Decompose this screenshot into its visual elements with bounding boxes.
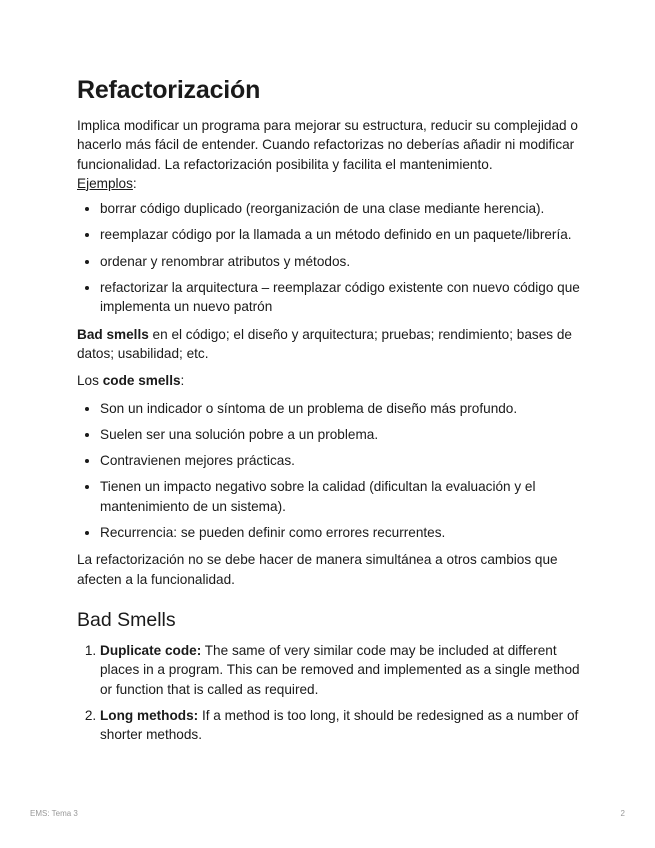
- list-item: • ordenar y renombrar atributos y métodos.: [100, 252, 582, 271]
- code-smells-prefix: Los: [77, 373, 103, 389]
- intro-paragraph: [77, 116, 582, 193]
- page-title: Refactorización: [77, 76, 261, 104]
- examples-label-colon: :: [132, 175, 137, 191]
- bad-smells-text: en el código; el diseño y arquitectura; pruebas; rendimiento; bases de datos; usabilidad; etc.: [77, 326, 572, 361]
- term: Long methods:: [100, 707, 199, 723]
- code-smells-colon: :: [180, 373, 185, 389]
- list-item: [100, 641, 582, 699]
- bad-smells-term: Bad smells: [77, 326, 149, 342]
- list-item: • Contravienen mejores prácticas.: [100, 451, 582, 470]
- footer-left: EMS: Tema 3: [30, 809, 78, 818]
- list-item: • borrar código duplicado (reorganización de una clase mediante herencia).: [100, 199, 582, 218]
- term: Duplicate code:: [100, 642, 202, 658]
- list-item: [100, 706, 582, 745]
- intro-text: Implica modificar un programa para mejorar su estructura, reducir su complejidad o hacerlo más fácil de entender. Cuando refactorizas no deberías añadir ni modificar funcionalidad. La refactorización posibilita y facilita el mantenimiento.: [77, 118, 578, 172]
- document-page: [77, 72, 582, 752]
- term-description: If a method is too long, it should be redesigned as a number of shorter methods.: [100, 707, 579, 743]
- list-item: • Tienen un impacto negativo sobre la calidad (dificultan la evaluación y el mantenimiento de un sistema).: [100, 477, 582, 516]
- code-smells-intro: [77, 371, 582, 390]
- closing-paragraph: La refactorización no se debe hacer de manera simultánea a otros cambios que afecten a la funcionalidad.: [77, 552, 558, 587]
- code-smells-list: [77, 399, 582, 543]
- list-item: • Suelen ser una solución pobre a un problema.: [100, 425, 582, 444]
- term-description: The same of very similar code may be included at different places in a program. This can be removed and implemented as a single method or function that is called as required.: [100, 642, 580, 697]
- list-item: • Son un indicador o síntoma de un problema de diseño más profundo.: [100, 399, 582, 418]
- section-title: Bad Smells: [77, 608, 176, 631]
- bad-smells-paragraph: [77, 325, 582, 364]
- examples-list: [77, 199, 582, 316]
- list-item: • refactorizar la arquitectura – reemplazar código existente con nuevo código que implementa un nuevo patrón: [100, 278, 582, 317]
- code-smells-term: code smells: [102, 373, 181, 389]
- examples-label: Ejemplos: [77, 175, 133, 191]
- list-item: • Recurrencia: se pueden definir como errores recurrentes.: [100, 523, 582, 542]
- bad-smells-numbered-list: [77, 641, 582, 744]
- page-number: 2: [620, 809, 625, 818]
- list-item: • reemplazar código por la llamada a un método definido en un paquete/librería.: [100, 225, 582, 244]
